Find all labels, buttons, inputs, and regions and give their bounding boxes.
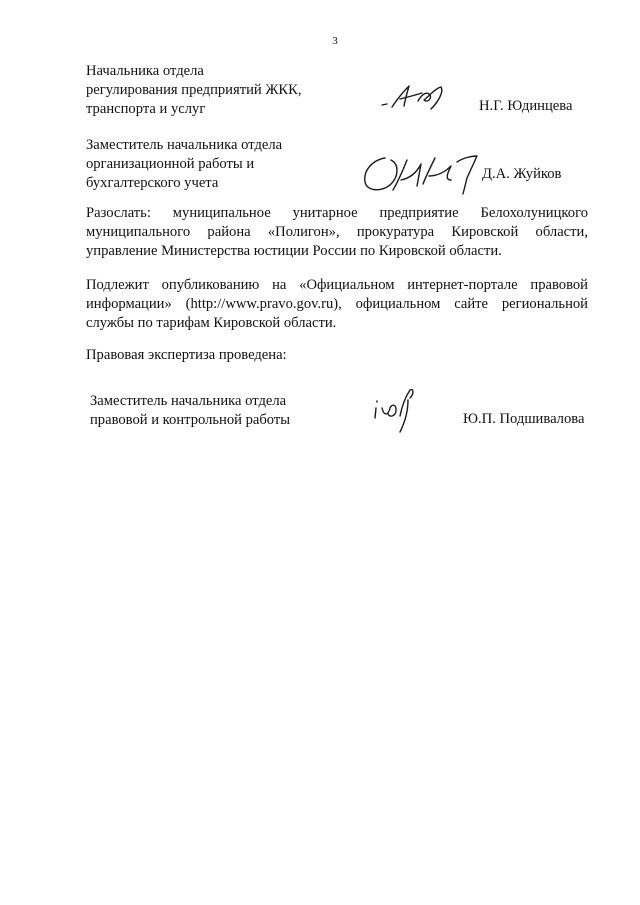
signatory-1-position-line: Начальника отдела [86,63,204,79]
distribution-line: Разослать: муниципальное унитарное предприятие Белохолуницкого [86,205,588,221]
signatory-2-position-line: Заместитель начальника отдела [86,137,283,153]
distribution-line: управление Министерства юстиции России по Кировской области. [86,243,502,259]
signature-3 [370,386,430,436]
signatory-2-name: Д.А. Жуйков [482,166,562,182]
publication-line: информации» (http://www.pravo.gov.ru), официальном сайте региональной [86,296,588,312]
signatory-2-position-line: организационной работы и [86,156,255,172]
signatory-2-position-line: бухгалтерского учета [86,175,219,191]
legal-review-position [90,392,290,430]
distribution-paragraph [86,204,588,261]
legal-review-name: Ю.П. Подшивалова [463,411,585,427]
publication-paragraph [86,276,588,333]
signatory-1-name: Н.Г. Юдинцева [479,98,573,114]
distribution-line: муниципального района «Полигон», прокуратура Кировской области, [86,224,588,240]
signatory-2-position [86,136,282,193]
signatory-1-position [86,62,302,119]
publication-line: Подлежит опубликованию на «Официальном интернет-портале правовой [86,277,588,293]
signature-2 [355,150,485,200]
legal-review-position-line: Заместитель начальника отдела [90,393,287,409]
publication-line: службы по тарифам Кировской области. [86,315,337,331]
legal-review-position-line: правовой и контрольной работы [90,412,291,428]
signatory-1-position-line: транспорта и услуг [86,101,206,117]
legal-review-heading: Правовая экспертиза проведена: [86,347,287,363]
page-number: 3 [332,35,338,47]
signature-1 [378,80,468,114]
signatory-1-position-line: регулирования предприятий ЖКК, [86,82,302,98]
